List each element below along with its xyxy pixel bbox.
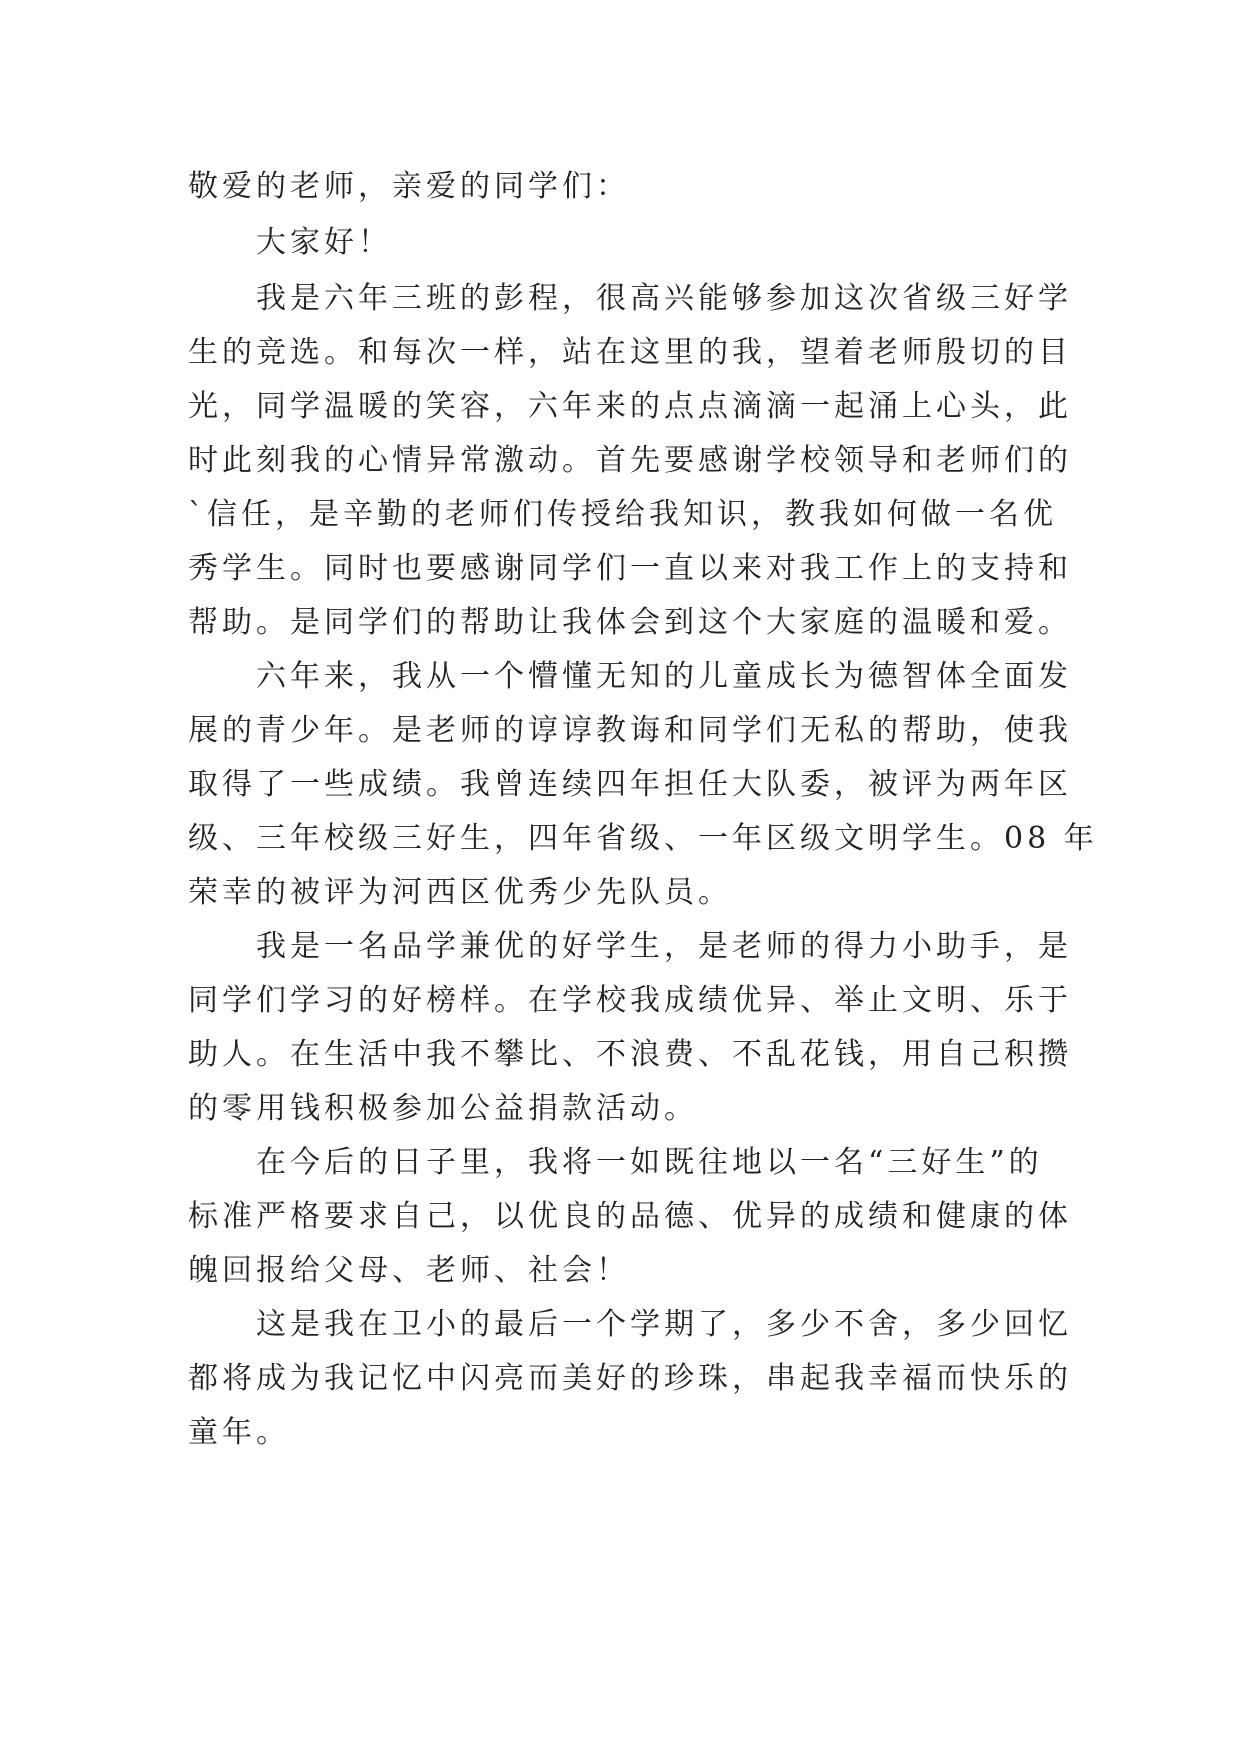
paragraph-line: `信任，是辛勤的老师们传授给我知识，教我如何做一名优 [188,497,1057,532]
paragraph-line: 光，同学温暖的笑容，六年来的点点滴滴一起涌上心头，此 [188,389,1072,424]
paragraph-line: 魄回报给父母、老师、社会！ [188,1253,630,1288]
paragraph-line: 助人。在生活中我不攀比、不浪费、不乱花钱，用自己积攒 [188,1037,1072,1072]
paragraph-line: 级、三年校级三好生，四年省级、一年区级文明学生。08 年 [188,821,1098,856]
paragraph-line: 同学们学习的好榜样。在学校我成绩优异、举止文明、乐于 [188,983,1072,1018]
paragraph-line: 六年来，我从一个懵懂无知的儿童成长为德智体全面发 [256,659,1072,694]
paragraph-line: 童年。 [188,1415,290,1450]
paragraph-line: 秀学生。同时也要感谢同学们一直以来对我工作上的支持和 [188,551,1072,586]
paragraph-line: 生的竞选。和每次一样，站在这里的我，望着老师殷切的目 [188,335,1072,370]
paragraph-line: 我是一名品学兼优的好学生，是老师的得力小助手，是 [256,929,1072,964]
paragraph-line: 在今后的日子里，我将一如既往地以一名“三好生”的 [256,1145,1043,1180]
paragraph-line: 都将成为我记忆中闪亮而美好的珍珠，串起我幸福而快乐的 [188,1361,1072,1396]
paragraph-line: 的零用钱积极参加公益捐款活动。 [188,1091,698,1126]
paragraph-line: 帮助。是同学们的帮助让我体会到这个大家庭的温暖和爱。 [188,605,1072,640]
greeting-line: 大家好！ [256,225,392,260]
paragraph-line: 展的青少年。是老师的谆谆教诲和同学们无私的帮助，使我 [188,713,1072,748]
paragraph-line: 我是六年三班的彭程，很高兴能够参加这次省级三好学 [256,281,1072,316]
paragraph-line: 荣幸的被评为河西区优秀少先队员。 [188,875,732,910]
paragraph-line: 时此刻我的心情异常激动。首先要感谢学校领导和老师们的 [188,443,1072,478]
paragraph-line: 这是我在卫小的最后一个学期了，多少不舍，多少回忆 [256,1307,1072,1342]
paragraph-line: 标准严格要求自己，以优良的品德、优异的成绩和健康的体 [188,1199,1072,1234]
salutation-line: 敬爱的老师，亲爱的同学们： [188,169,630,204]
paragraph-line: 取得了一些成绩。我曾连续四年担任大队委，被评为两年区 [188,767,1072,802]
